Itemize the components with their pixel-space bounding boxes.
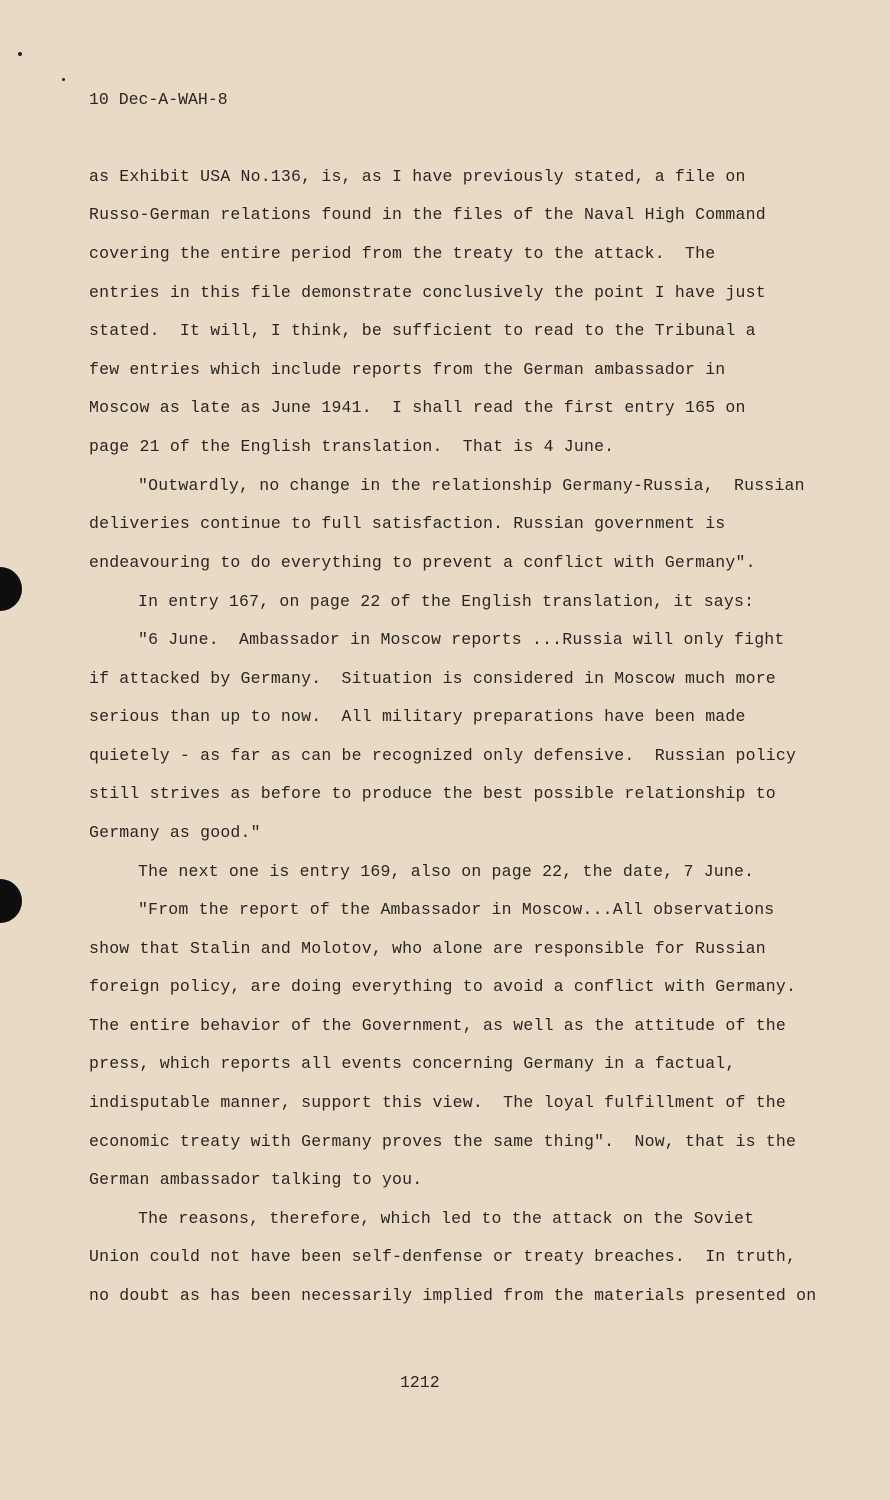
document-reference: 10 Dec-A-WAH-8 [89, 90, 228, 109]
text-line: page 21 of the English translation. That is 4 June. [89, 437, 615, 456]
text-line: Union could not have been self-denfense or treaty breaches. In truth, [89, 1247, 797, 1266]
binder-hole-top [0, 567, 22, 611]
binder-hole-bottom [0, 879, 22, 923]
text-line: entries in this file demonstrate conclusively the point I have just [89, 283, 766, 302]
text-line: "Outwardly, no change in the relationship Germany-Russia, Russian [138, 476, 805, 495]
text-line: The next one is entry 169, also on page 22, the date, 7 June. [138, 862, 755, 881]
text-line: "From the report of the Ambassador in Moscow...All observations [138, 900, 775, 919]
text-line: show that Stalin and Molotov, who alone are responsible for Russian [89, 939, 766, 958]
page-number: 1212 [400, 1373, 440, 1392]
text-line: press, which reports all events concerning Germany in a factual, [89, 1054, 736, 1073]
text-line: as Exhibit USA No.136, is, as I have previously stated, a file on [89, 167, 746, 186]
text-line: Germany as good." [89, 823, 261, 842]
text-line: The reasons, therefore, which led to the attack on the Soviet [138, 1209, 755, 1228]
text-line: if attacked by Germany. Situation is considered in Moscow much more [89, 669, 776, 688]
text-line: no doubt as has been necessarily implied from the materials presented on [89, 1286, 817, 1305]
text-line: stated. It will, I think, be sufficient to read to the Tribunal a [89, 321, 756, 340]
text-line: serious than up to now. All military preparations have been made [89, 707, 746, 726]
text-line: Russo-German relations found in the files of the Naval High Command [89, 205, 766, 224]
text-line: few entries which include reports from the German ambassador in [89, 360, 726, 379]
text-line: In entry 167, on page 22 of the English translation, it says: [138, 592, 755, 611]
text-line: Moscow as late as June 1941. I shall read the first entry 165 on [89, 398, 746, 417]
text-line: endeavouring to do everything to prevent a conflict with Germany". [89, 553, 756, 572]
text-line: covering the entire period from the treaty to the attack. The [89, 244, 716, 263]
text-line: still strives as before to produce the best possible relationship to [89, 784, 776, 803]
text-line: foreign policy, are doing everything to avoid a conflict with Germany. [89, 977, 797, 996]
speck-mark [18, 52, 22, 56]
text-line: economic treaty with Germany proves the same thing". Now, that is the [89, 1132, 797, 1151]
speck-mark [62, 78, 65, 81]
text-line: German ambassador talking to you. [89, 1170, 423, 1189]
text-line: deliveries continue to full satisfaction. Russian government is [89, 514, 726, 533]
text-line: "6 June. Ambassador in Moscow reports ...Russia will only fight [138, 630, 785, 649]
text-line: indisputable manner, support this view. The loyal fulfillment of the [89, 1093, 787, 1112]
text-line: quietely - as far as can be recognized only defensive. Russian policy [89, 746, 797, 765]
text-line: The entire behavior of the Government, as well as the attitude of the [89, 1016, 787, 1035]
